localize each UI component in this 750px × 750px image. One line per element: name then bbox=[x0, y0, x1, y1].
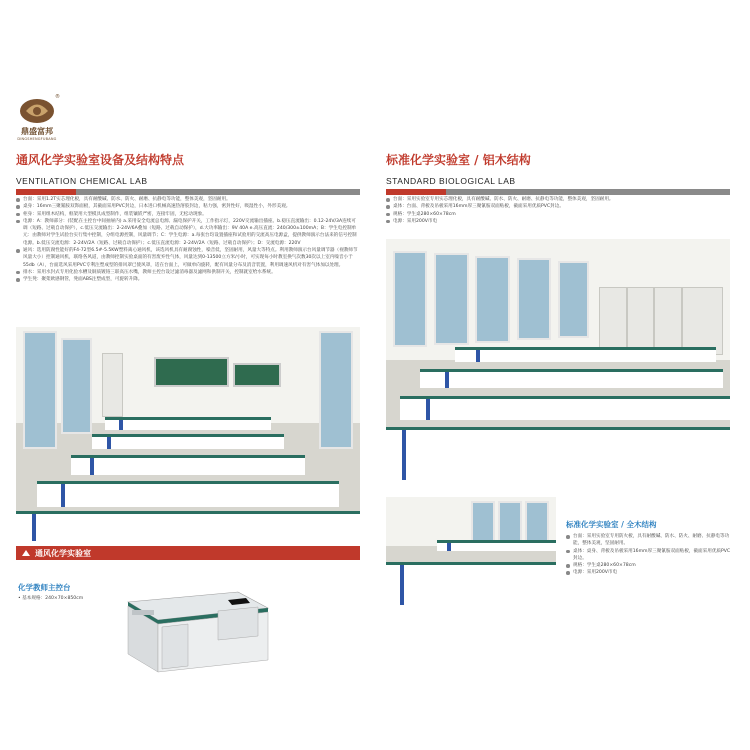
logo-emblem bbox=[18, 94, 60, 124]
brand-logo bbox=[14, 96, 60, 141]
teacher-desk-title: 化学教师主控台 bbox=[18, 583, 71, 592]
teacher-desk-photo bbox=[118, 580, 273, 678]
ventilation-lab-caption bbox=[16, 546, 360, 560]
right-title-accent-bar bbox=[386, 189, 446, 195]
spec-item: 规格：学生桌280×60×78cm bbox=[566, 562, 732, 569]
spec-item: 台面：采用实验室专用防火板，具有耐酸碱、防水、防火、耐磨、抗静电等功能，整体美观，坚固耐用。 bbox=[566, 533, 732, 548]
teacher-desk-spec: • 基本规格：240×70×850cm bbox=[18, 596, 84, 601]
left-section-title: 通风化学实验室设备及结构特点 bbox=[16, 153, 185, 167]
right-section-title: 标准化学实验室 / 铝木结构 bbox=[386, 153, 531, 167]
logo-english-name: DINGSHENGFUBANG bbox=[17, 137, 57, 141]
standard-lab-photo bbox=[386, 239, 730, 480]
spec-item: 桌体：桌身、背板及吊板采用16mm厚三聚氰胺双面贴板，截面采用优质PVC封边。 bbox=[566, 548, 732, 563]
registered-mark: ® bbox=[55, 94, 60, 100]
left-title-accent-bar bbox=[16, 189, 76, 195]
spec-item: 学生凳：聚架欧感钢管，凳面ABS注塑成型，可旋转升降。 bbox=[16, 276, 360, 283]
ventilation-lab-photo bbox=[16, 327, 360, 541]
spec-item: 通风：选用防腐性能好的F4-72型6.5#-5.5KW塑料离心通风机，该选风机具有耐腐蚀性，噪音低，坚固耐用，风量大等特点。利用教师演示台风量调节器（视教师节风量大小）控制通风机，联络各风道，由教师控制实验桌面的有害废弃性气体，风量达到0-13500立方米/小时，可实现每小时教室换气次数30次以上室内噪音小于55db（A），台面选风采用PVC专利注塑成型的排风罩已使风罩，适在台面上，可做单向旋转，配有风量分布及消音装置，利用调速风机对有害气体加以处理。 bbox=[16, 247, 360, 269]
wood-lab-title: 标准化学实验室 / 全木结构 bbox=[566, 520, 657, 529]
right-section-title-en: STANDARD BIOLOGICAL LAB bbox=[386, 176, 516, 186]
triangle-icon bbox=[22, 550, 30, 556]
caption-text: 通风化学实验室 bbox=[35, 548, 91, 558]
spec-item: 桌体：台面、背板及吊板采用16mm厚三聚氰胺双面贴板，截面采用优质PVC封边。 bbox=[386, 203, 730, 210]
right-spec-list bbox=[386, 196, 730, 225]
left-spec-list bbox=[16, 196, 360, 284]
right-title-divider bbox=[446, 189, 730, 195]
spec-item: 电源：采用200V市电 bbox=[386, 218, 730, 225]
spec-item: 柜身：采用组木结构，框架用大型模具成型制作，组装镶嵌严密，连接牢固，无松动现象。 bbox=[16, 211, 360, 218]
spec-item: 规格：学生桌280×60×78cm bbox=[386, 211, 730, 218]
wood-lab-photo bbox=[386, 497, 556, 605]
spec-item: 台面：采用实验室专用实芯理化板，具有耐酸碱、防水、防火、耐磨、抗静电等功能，整体美观，坚固耐用。 bbox=[386, 196, 730, 203]
logo-name: 鼎盛富邦 bbox=[21, 127, 53, 136]
spec-item: 台面：采用1.2T实芯理化板，具有耐酸碱、防水、防火、耐磨、抗静电等功能，整体美观，坚固耐用。 bbox=[16, 196, 360, 203]
left-title-divider bbox=[76, 189, 360, 195]
wood-lab-spec-list bbox=[566, 533, 732, 577]
spec-item: 电源：采用200V市电 bbox=[566, 569, 732, 576]
spec-item: 电源：A：教师部分：(装配在主控台中间抽屉内) a.采用安全电流总电源、漏电保护开关，工作指示灯，220V交流输出插座。b.稳压直流输出：0.12-24V/3A连续可调（短路、过载自动保护），c.低压交流输出：2-24V/6A叠加（短路、过载自动保护），d.大功率输出：9V 40A e.高压直流：240/300±100mA；B：学生电控制单元：由教师对学生试验台实行集中控制，分组电源控制，风量调节；C：学生电源：a.每张台均设置插座和试验用的交流高压电源盒，提供教师演示台法来的信号控制电源。b.低压交流电源：2-24V/2A（短路、过载自动保护）；c.低压直流电源：2-24V/2A（短路、过载自动保护）；D：交流电源：220V bbox=[16, 218, 360, 247]
teacher-desk-spec-text: 基本规格：240×70×850cm bbox=[22, 596, 84, 601]
left-section-title-en: VENTILATION CHEMICAL LAB bbox=[16, 176, 148, 186]
spec-item: 排水：采用水封式专用化验水槽及铜质镀铬三联高压水嘴，教师主控台设过滤消毒器及滤网和供制开关，控制就室给水系统。 bbox=[16, 269, 360, 276]
spec-item: 桌身：16mm三聚氰胺双饰面板，其截面采用PVC封边，日本进口机械高速热溶胶封边，粘力强，密封性好，吸湿性小，外形美观。 bbox=[16, 203, 360, 210]
